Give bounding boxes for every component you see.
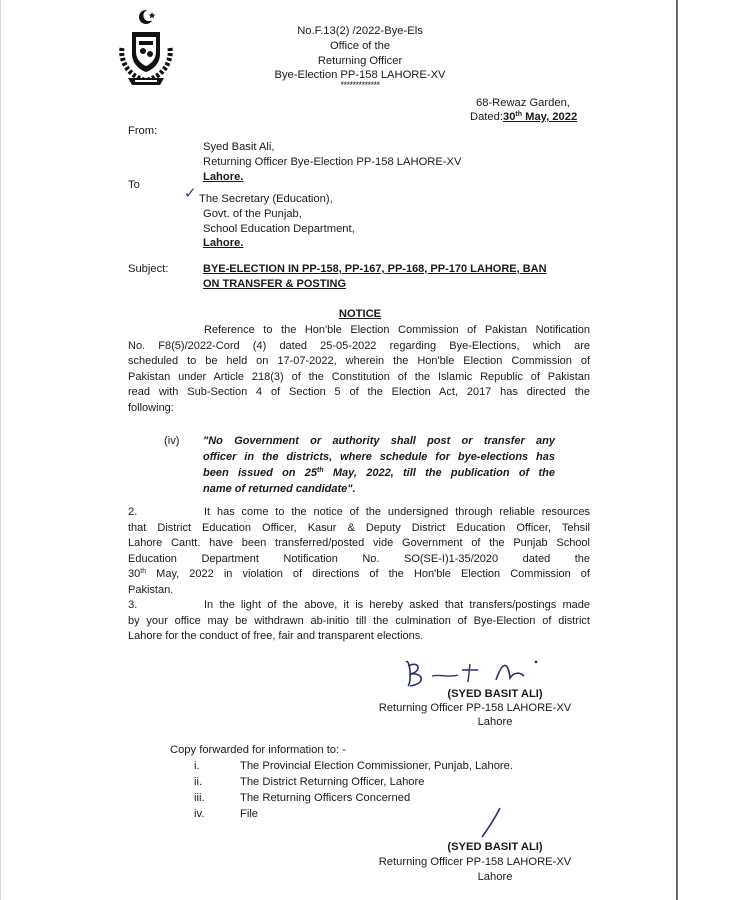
copy-item-text: The District Returning Officer, Lahore [240, 776, 425, 788]
paragraph-2-line: Lahore Cantt. have been transferred/posted vide Government of the Punjab School [128, 537, 590, 549]
signatory-name: (SYED BASIT ALI) [447, 688, 543, 700]
date-line [470, 110, 577, 125]
paragraph-1 [128, 323, 590, 416]
copy-item-number: ii. [194, 776, 203, 788]
subject-line-1: BYE-ELECTION IN PP-158, PP-167, PP-168, PP-170 LAHORE, BAN [203, 263, 547, 275]
paragraph-1-line: scheduled to be held on 17-07-2022, wherein the Hon'ble Election Commission of [128, 355, 590, 367]
paragraph-3 [128, 598, 590, 645]
paragraph-1-line: Reference to the Hon'ble Election Commission of Pakistan Notification [204, 324, 590, 336]
checkmark-icon: ✓ [184, 185, 197, 202]
page-left-edge [0, 0, 1, 900]
paragraph-2-line [128, 567, 590, 583]
to-city: Lahore. [203, 237, 244, 249]
header-stars: ************* [340, 80, 380, 90]
paragraph-3-line: by your office may be withdrawn ab-initio till the culmination of Bye-Election of district [128, 614, 590, 627]
date-superscript: th [515, 111, 523, 118]
signatory-designation-copy: Returning Officer PP-158 LAHORE-XV [378, 856, 572, 868]
signatory-name-copy: (SYED BASIT ALI) [447, 841, 543, 853]
paragraph-3-line: Lahore for the conduct of free, fair and transparent elections. [128, 630, 424, 642]
quote-line: officer in the districts, where schedule for bye-elections has [203, 451, 555, 463]
paragraph-3-line: In the light of the above, it is hereby asked that transfers/postings made [204, 599, 590, 611]
date-rest: May, 2022 [522, 111, 578, 123]
paragraph-2-line: Pakistan. [128, 583, 174, 596]
quote-line: name of returned candidate". [203, 483, 356, 495]
quote-clause-number: (iv) [164, 435, 180, 447]
paragraph-2 [128, 505, 590, 598]
to-line-2: Govt. of the Punjab, [203, 208, 302, 220]
copy-item-text: The Returning Officers Concerned [240, 792, 411, 804]
dated-label: Dated: [470, 111, 503, 123]
paragraph-1-line: following: [128, 401, 174, 414]
address-line: 68-Rewaz Garden, [476, 97, 570, 109]
to-label: To [128, 179, 140, 191]
copy-item-number: iii. [194, 792, 205, 804]
office-line-1: Office of the [329, 40, 391, 52]
to-line-1: The Secretary (Education), [199, 193, 333, 205]
quote-line: "No Government or authority shall post or transfer any [203, 435, 555, 447]
signatory-designation: Returning Officer PP-158 LAHORE-XV [378, 702, 572, 714]
page-right-border [676, 0, 678, 900]
office-line-2: Returning Officer [317, 55, 403, 67]
government-emblem-icon [110, 8, 182, 88]
paragraph-2-line: It has come to the notice of the undersigned through reliable resources [204, 506, 590, 518]
subject-label: Subject: [128, 263, 169, 275]
copy-item-number: i. [194, 760, 200, 772]
signatory-city: Lahore [477, 716, 513, 728]
signature-scribble-icon [398, 652, 578, 692]
quote-line [203, 465, 555, 481]
paragraph-1-line: No. F8(5)/2022-Cord (4) dated 25-05-2022 regarding Bye-Elections, which are [128, 339, 590, 352]
from-city: Lahore. [203, 171, 244, 183]
from-label: From: [128, 125, 158, 137]
paragraph-1-line: Pakistan under Article 218(3) of the Constitution of the Islamic Republic of Pakistan [128, 370, 590, 383]
copy-item-text: The Provincial Election Commissioner, Punjab, Lahore. [240, 760, 513, 772]
subject-line-2: ON TRANSFER & POSTING [203, 278, 347, 290]
paragraph-3-number: 3. [128, 599, 138, 611]
date-day: 30 [502, 111, 516, 123]
quote-line-part: May, 2022, till the publication of the [323, 467, 555, 479]
quoted-clause [203, 433, 555, 497]
to-line-3: School Education Department, [203, 223, 355, 235]
paragraph-2-line: Education Department Notification No. SO(SE-I)1-35/2020 dated the [128, 552, 590, 565]
paragraph-1-line: read with Sub-Section 4 of Section 5 of the Election Act, 2017 has directed the [128, 386, 590, 398]
paragraph-2-line: that District Education Officer, Kasur & Deputy District Education Officer, Tehsil [128, 521, 590, 534]
paragraph-2-part: 30 [128, 568, 141, 580]
signature-stroke-icon [476, 804, 506, 840]
paragraph-2-part: May, 2022 in violation of directions of the Hon'ble Election Commission of [146, 568, 590, 580]
notice-title: NOTICE [338, 308, 382, 320]
copy-item-text: File [240, 808, 259, 820]
paragraph-2-superscript: th [140, 568, 147, 575]
from-name: Syed Basit Ali, [203, 141, 275, 153]
paragraph-2-number: 2. [128, 506, 138, 518]
from-designation: Returning Officer Bye-Election PP-158 LAHORE-XV [203, 156, 462, 168]
signatory-city-copy: Lahore [477, 871, 513, 883]
copy-item-number: iv. [194, 808, 205, 820]
copy-forwarded-intro: Copy forwarded for information to: - [170, 744, 346, 756]
quote-line-part: been issued on 25 [203, 467, 318, 479]
quote-superscript: th [317, 467, 324, 474]
office-line-3: Bye-Election PP-158 LAHORE-XV [274, 69, 446, 81]
reference-number: No.F.13(2) /2022-Bye-Els [297, 25, 423, 37]
